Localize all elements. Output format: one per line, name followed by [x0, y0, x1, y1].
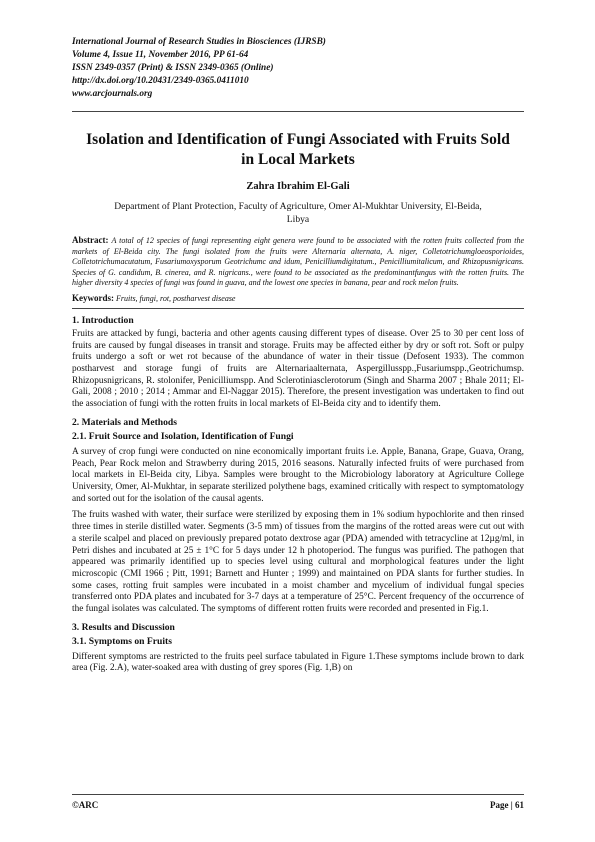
journal-header — [72, 36, 524, 101]
journal-volume: Volume 4, Issue 11, November 2016, PP 61-64 — [72, 50, 249, 60]
section-heading-introduction: 1. Introduction — [72, 314, 134, 326]
paper-title: Isolation and Identification of Fungi Associated with Fruits Sold in Local Markets — [86, 131, 510, 168]
footer-copyright: ©ARC — [72, 800, 99, 810]
results-paragraph-1: Different symptoms are restricted to the fruits peel surface tabulated in Figure 1.These symptoms include brown to dark area (Fig. 2.A), water-soaked area with dusting of grey spores (Fig. 1,B) on — [72, 651, 524, 674]
page-content — [72, 36, 524, 680]
subsection-heading-symptoms: 3.1. Symptoms on Fruits — [72, 635, 172, 647]
abstract-text: A total of 12 species of fungi representing eight genera were found to be associated with the rotten fruits collected from the markets of El-Beida city. The fungi isolated from the fruits were Alternaria alternata, A. niger, Colletotrichumgloeosporioides, Colletotrichumacutatum, Fusariumoxysporum Geotrichumc and idum, Penicilliumdigitatum., Penicilliumitalicum, and Rhizopusnigricans. Species of G. candidum, B. cinerea, and R. nigricans., were found to be associated as the predominantfungus with the rotten fruits. The higher diversity 4 species of fungi was found in guava, and the lowest one species in banana, pear and rock melon fruits. — [72, 236, 525, 288]
author-affiliation: Department of Plant Protection, Faculty of Agriculture, Omer Al-Mukhtar University, El-Beida, Libya — [114, 201, 482, 225]
abstract-divider — [72, 308, 524, 309]
methods-paragraph-2: The fruits washed with water, their surface were sterilized by exposing them in 1% sodium hypochlorite and then rinsed three times in sterile distilled water. Segments (3-5 mm) of tissues from the margins of the rotted areas were cut out with a sterile scalpel and placed on previously prepared potato dextrose agar (PDA) amended with tetracycline at 12µg/ml, in Petri dishes and incubated at 25 ± 1°C for 5 days under 12 h photoperiod. The fungus was purified. The pathogen that appeared was primarily identified up to species level using cultural and morphological features under the light microscopic (CMI 1966 ; Pitt, 1991; Barnett and Hunter ; 1999) and maintained on PDA slants for further studies. In some cases, rotting fruit samples were incubated in a moist chamber and mycelium of individual fungal species transferred onto PDA plates and incubated for 3-7 days at a temperature of 25°C. Percent frequency of the occurrence of the fungal isolates was calculated. The symptoms of different rotten fruits were recorded and presented in Fig.1. — [72, 510, 524, 615]
keywords-text: Fruits, fungi, rot, postharvest disease — [116, 293, 236, 303]
footer-divider — [72, 794, 524, 795]
keywords — [72, 293, 524, 304]
subsection-heading-fruit-source: 2.1. Fruit Source and Isolation, Identification of Fungi — [72, 430, 294, 442]
abstract — [72, 235, 524, 289]
page-footer — [72, 794, 524, 810]
header-divider — [72, 111, 524, 112]
journal-doi-link[interactable]: http://dx.doi.org/10.20431/2349-0365.0411010 — [72, 76, 249, 86]
abstract-label: Abstract: — [72, 235, 109, 245]
keywords-label: Keywords: — [72, 292, 114, 303]
footer-page-number: Page | 61 — [490, 800, 524, 810]
introduction-paragraph: Fruits are attacked by fungi, bacteria and other agents causing different types of disease. Over 25 to 30 per cent loss of fruits are caused by fungal diseases in transit and storage. Fruits may be affected either by dry or soft rot. Soft or pulpy fruits undergo a soft or wet rot because of the abundance of water in their tissue (Defosent 1933). The common postharvest and storage fungi of fruits are Alternariaalternata, Aspergillusspp.,Fusariumspp.,Geotrichumsp. Rhizopusnigricans, R. stolonifer, Penicilliumspp. And Sclerotiniasclerotorum (Singh and Sharma 2007 ; Bhale 2011; El-Gali, 2008 ; 2010 ; 2014 ; Ammar and El-Naggar 2015). Therefore, the present investigation was undertaken to find out the association of fungi with the rotten fruits in local markets of El-Beida city and to identify them. — [72, 328, 524, 410]
author-name: Zahra Ibrahim El-Gali — [246, 181, 350, 192]
section-heading-materials-methods: 2. Materials and Methods — [72, 416, 177, 428]
journal-website-link[interactable]: www.arcjournals.org — [72, 89, 153, 99]
journal-issn: ISSN 2349-0357 (Print) & ISSN 2349-0365 (Online) — [72, 63, 274, 73]
methods-paragraph-1: A survey of crop fungi were conducted on nine economically important fruits i.e. Apple, Banana, Grape, Guava, Orang, Peach, Pear Rock melon and Strawberry during 2015, 2016 seasons. Naturally infected fruits of were purchased from local markets in El-Beida city, Libya. Samples were brought to the Microbiology laboratory at Agriculture College University, Omer, Al-Mukhtar, in separate sterilized polythene bags, examined critically with respect to symptomatology and sorted out for the isolation of the causal agents. — [72, 446, 524, 504]
section-heading-results-discussion: 3. Results and Discussion — [72, 621, 175, 633]
journal-name: International Journal of Research Studies in Biosciences (IJRSB) — [72, 37, 326, 47]
